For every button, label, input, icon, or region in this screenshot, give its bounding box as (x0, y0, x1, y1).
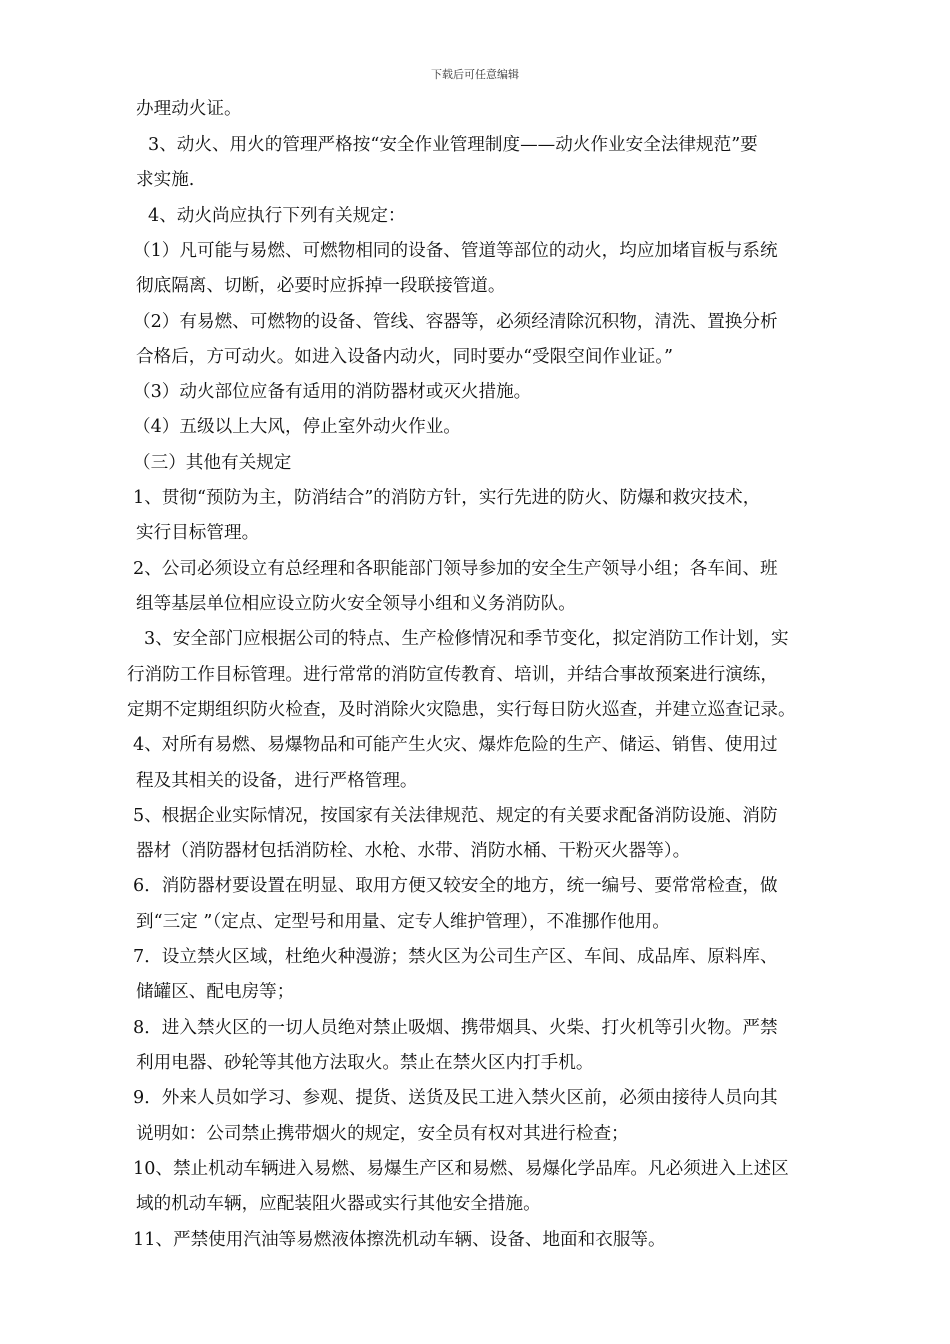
text-line: 说明如：公司禁止携带烟火的规定，安全员有权对其进行检查； (136, 1124, 629, 1144)
text-line: （4）五级以上大风，停止室外动火作业。 (133, 417, 461, 437)
text-line: 实行目标管理。 (136, 523, 260, 543)
text-line: 求实施. (136, 170, 195, 190)
text-line: 程及其相关的设备，进行严格管理。 (136, 771, 418, 791)
text-line: 合格后，方可动火。如进入设备内动火，同时要办“受限空间作业证。” (136, 347, 674, 367)
text-line: 利用电器、砂轮等其他方法取火。禁止在禁火区内打手机。 (136, 1053, 594, 1073)
text-line: 4、动火尚应执行下列有关规定： (148, 206, 406, 226)
text-line: 7．设立禁火区域，杜绝火种漫游；禁火区为公司生产区、车间、成品库、原料库、 (133, 947, 778, 967)
text-line: 器材（消防器材包括消防栓、水枪、水带、消防水桶、干粉灭火器等）。 (136, 841, 691, 861)
text-line: （三）其他有关规定 (133, 453, 292, 473)
text-line: （1）凡可能与易燃、可燃物相同的设备、管道等部位的动火，均应加堵盲板与系统 (133, 241, 778, 261)
text-line: （3）动火部位应备有适用的消防器材或灭火措施。 (133, 382, 532, 402)
text-line: 1、贯彻“预防为主，防消结合”的消防方针，实行先进的防火、防爆和救灾技术， (133, 488, 761, 508)
text-line: 储罐区、配电房等； (136, 982, 295, 1002)
text-line: 6．消防器材要设置在明显、取用方便又较安全的地方，统一编号、要常常检查，做 (133, 876, 778, 896)
text-line: 彻底隔离、切断，必要时应拆掉一段联接管道。 (136, 276, 506, 296)
text-line: 5、根据企业实际情况，按国家有关法律规范、规定的有关要求配备消防设施、消防 (133, 806, 778, 826)
text-line: （2）有易燃、可燃物的设备、管线、容器等，必须经清除沉积物，清洗、置换分析 (133, 312, 778, 332)
text-line: 3、动火、用火的管理严格按“安全作业管理制度——动火作业安全法律规范”要 (148, 135, 758, 155)
text-line: 3、安全部门应根据公司的特点、生产检修情况和季节变化，拟定消防工作计划，实 (144, 629, 789, 649)
text-line: 2、公司必须设立有总经理和各职能部门领导参加的安全生产领导小组；各车间、班 (133, 559, 778, 579)
text-line: 行消防工作目标管理。进行常常的消防宣传教育、培训，并结合事故预案进行演练， (127, 665, 778, 685)
text-line: 定期不定期组织防火检查，及时消除火灾隐患，实行每日防火巡查，并建立巡查记录。 (127, 700, 796, 720)
text-line: 到“三定 ”（定点、定型号和用量、定专人维护管理），不准挪作他用。 (136, 912, 670, 932)
text-line: 9．外来人员如学习、参观、提货、送货及民工进入禁火区前，必须由接待人员向其 (133, 1088, 778, 1108)
text-line: 10、禁止机动车辆进入易燃、易爆生产区和易燃、易爆化学品库。凡必须进入上述区 (133, 1159, 789, 1179)
text-line: 4、对所有易燃、易爆物品和可能产生火灾、爆炸危险的生产、储运、销售、使用过 (133, 735, 778, 755)
text-line: 组等基层单位相应设立防火安全领导小组和义务消防队。 (136, 594, 576, 614)
page-header: 下载后可任意编辑 (431, 68, 519, 81)
text-line: 办理动火证。 (136, 99, 242, 119)
text-line: 8．进入禁火区的一切人员绝对禁止吸烟、携带烟具、火柴、打火机等引火物。严禁 (133, 1018, 778, 1038)
text-line: 11、严禁使用汽油等易燃液体擦洗机动车辆、设备、地面和衣服等。 (133, 1230, 666, 1250)
text-line: 域的机动车辆，应配装阻火器或实行其他安全措施。 (136, 1194, 541, 1214)
